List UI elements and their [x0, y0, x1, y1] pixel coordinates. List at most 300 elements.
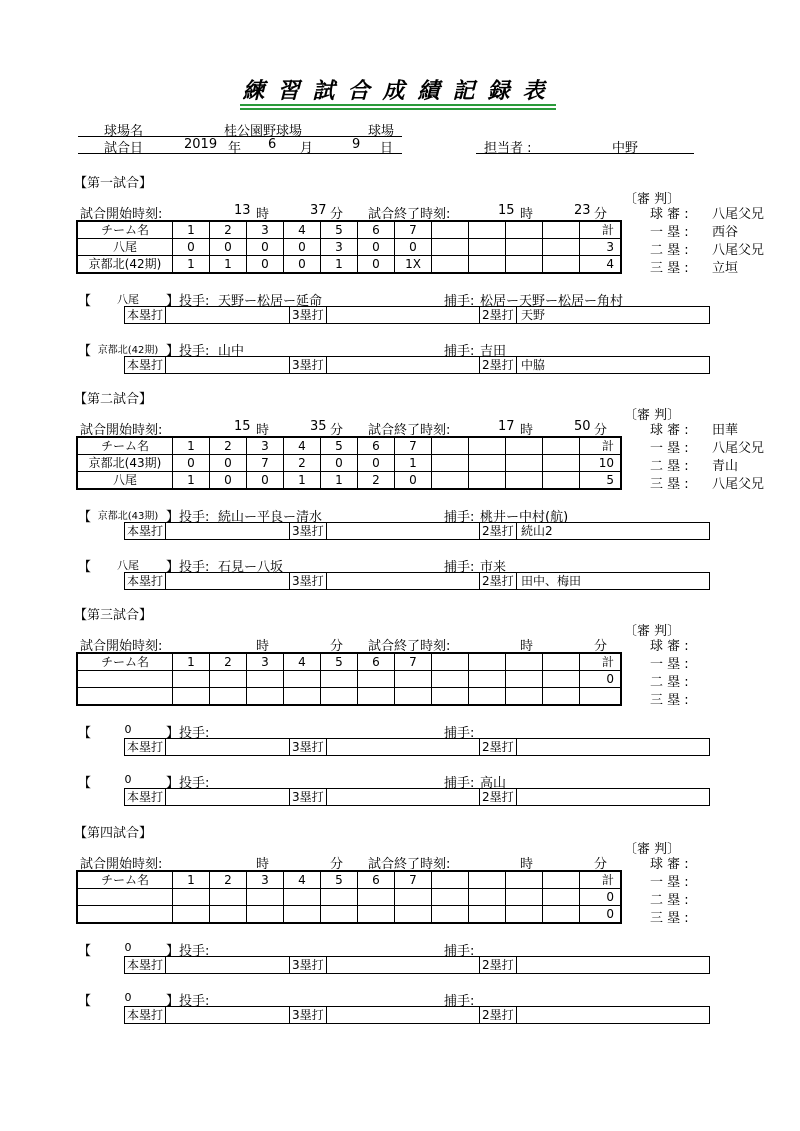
inning-header: 6 [358, 871, 395, 889]
score-table [76, 652, 622, 706]
blank-inning [543, 472, 580, 490]
batting-team-name: 0 [124, 723, 132, 736]
inning-header: 5 [321, 221, 358, 239]
blank-inning-header [543, 871, 580, 889]
hits-box [124, 522, 710, 540]
umpire-second-label: 二 塁 : [650, 243, 689, 258]
hits-box [124, 788, 710, 806]
triple-label: 3塁打 [289, 957, 327, 973]
inning-score: 0 [358, 455, 395, 472]
team-name: 八尾 [77, 239, 173, 256]
inning-header: 5 [321, 871, 358, 889]
batting-team-name: 八尾 [117, 559, 139, 572]
umpire-first-label: 一 塁 : [650, 225, 689, 240]
double-value: 天野 [521, 308, 546, 322]
pitcher-label: 】投手: [166, 560, 210, 575]
umpire-second-label: 二 塁 : [650, 893, 689, 908]
blank-inning-header [432, 871, 469, 889]
inning-score [173, 889, 210, 906]
bracket-open: 【 [78, 776, 92, 791]
umpire-second-label: 二 塁 : [650, 675, 689, 690]
manager-value: 中野 [612, 141, 639, 156]
table-row [77, 906, 621, 924]
inning-header: 4 [284, 653, 321, 671]
home-run-label: 本塁打 [125, 357, 166, 373]
end-minute: 23 [574, 203, 591, 218]
inning-header: 2 [210, 653, 247, 671]
batting-team-name: 京都北(42期) [97, 345, 159, 356]
pitcher-value: 石見ー八坂 [218, 560, 284, 575]
total-score: 0 [580, 906, 622, 924]
inning-score [358, 889, 395, 906]
team-name [77, 688, 173, 706]
total-header: 計 [580, 437, 622, 455]
total-score: 10 [580, 455, 622, 472]
catcher-label: 捕手: [444, 944, 475, 959]
inning-score: 0 [395, 239, 432, 256]
bracket-open: 【 [78, 294, 92, 309]
ballpark-value: 桂公園野球場 [224, 124, 303, 139]
page-title: 練習試合成績記録表 [242, 79, 558, 104]
inning-header: 5 [321, 653, 358, 671]
blank-inning [469, 472, 506, 490]
bracket-open: 【 [78, 726, 92, 741]
double-label: 2塁打 [479, 573, 517, 589]
catcher-value: 高山 [480, 776, 507, 791]
team-name [77, 906, 173, 924]
bracket-open: 【 [78, 510, 92, 525]
batting-team-name: 0 [124, 773, 132, 786]
blank-inning [469, 889, 506, 906]
table-row [77, 472, 621, 490]
total-score: 4 [580, 256, 622, 274]
date-month: 6 [268, 137, 277, 152]
inning-score: 0 [247, 256, 284, 274]
inning-score: 7 [247, 455, 284, 472]
inning-score: 2 [358, 472, 395, 490]
batting-team-name: 0 [124, 941, 132, 954]
umpire-second-label: 二 塁 : [650, 459, 689, 474]
team-name-header: チーム名 [77, 437, 173, 455]
double-label: 2塁打 [479, 307, 517, 323]
hits-box [124, 356, 710, 374]
end-hour: 17 [498, 419, 515, 434]
inning-score [321, 889, 358, 906]
triple-label: 3塁打 [289, 739, 327, 755]
team-name: 八尾 [77, 472, 173, 490]
double-label: 2塁打 [479, 357, 517, 373]
inning-score [395, 688, 432, 706]
umpire-third-value: 八尾父兄 [712, 477, 765, 492]
date-year-unit: 年 [228, 141, 242, 156]
start-minute-unit: 分 [330, 639, 344, 654]
double-label: 2塁打 [479, 789, 517, 805]
inning-header: 2 [210, 437, 247, 455]
double-value: 田中、梅田 [521, 574, 582, 588]
inning-score [358, 671, 395, 688]
start-hour-unit: 時 [256, 639, 270, 654]
end-time-label: 試合終了時刻: [368, 857, 451, 872]
blank-inning [506, 472, 543, 490]
pitcher-label: 】投手: [166, 294, 210, 309]
triple-label: 3塁打 [289, 789, 327, 805]
table-row [77, 688, 621, 706]
inning-score: 0 [173, 455, 210, 472]
bracket-open: 【 [78, 344, 92, 359]
catcher-label: 捕手: [444, 294, 475, 309]
inning-score: 1 [321, 256, 358, 274]
date-month-unit: 月 [300, 141, 314, 156]
inning-header: 7 [395, 871, 432, 889]
inning-header: 6 [358, 437, 395, 455]
blank-inning-header [432, 221, 469, 239]
inning-header: 1 [173, 871, 210, 889]
inning-header: 3 [247, 221, 284, 239]
umpire-plate-label: 球 審 : [650, 639, 689, 654]
catcher-label: 捕手: [444, 344, 475, 359]
blank-inning [506, 906, 543, 924]
inning-score [247, 906, 284, 924]
pitcher-label: 】投手: [166, 726, 210, 741]
double-label: 2塁打 [479, 523, 517, 539]
date-year: 2019 [184, 137, 218, 152]
umpire-plate-value: 田華 [712, 423, 739, 438]
inning-header: 6 [358, 653, 395, 671]
blank-inning [432, 688, 469, 706]
blank-inning [506, 671, 543, 688]
catcher-label: 捕手: [444, 994, 475, 1009]
end-time-label: 試合終了時刻: [368, 207, 451, 222]
blank-inning-header [469, 871, 506, 889]
inning-score: 1 [284, 472, 321, 490]
end-hour-unit: 時 [520, 207, 534, 222]
team-name: 京都北(43期) [77, 455, 173, 472]
catcher-value: 吉田 [480, 344, 507, 359]
inning-score: 1 [395, 455, 432, 472]
inning-score [284, 688, 321, 706]
home-run-label: 本塁打 [125, 307, 166, 323]
inning-score: 1 [173, 472, 210, 490]
total-score: 0 [580, 889, 622, 906]
table-row [77, 239, 621, 256]
team-name: 京都北(42期) [77, 256, 173, 274]
hits-box [124, 572, 710, 590]
blank-inning-header [469, 437, 506, 455]
blank-inning [506, 256, 543, 274]
blank-inning [432, 906, 469, 924]
hits-box [124, 306, 710, 324]
ballpark-suffix: 球場 [368, 124, 395, 139]
blank-inning [469, 688, 506, 706]
double-label: 2塁打 [479, 739, 517, 755]
total-header: 計 [580, 653, 622, 671]
start-hour-unit: 時 [256, 857, 270, 872]
umpire-third-label: 三 塁 : [650, 911, 689, 926]
inning-header: 4 [284, 221, 321, 239]
hits-box [124, 956, 710, 974]
inning-score [284, 906, 321, 924]
start-minute-unit: 分 [330, 207, 344, 222]
end-hour-unit: 時 [520, 857, 534, 872]
catcher-value: 市来 [480, 560, 507, 575]
ballpark-label: 球場名 [104, 124, 144, 139]
blank-inning-header [506, 871, 543, 889]
inning-score: 2 [284, 455, 321, 472]
inning-score [395, 671, 432, 688]
catcher-value: 桃井ー中村(航) [480, 510, 569, 525]
total-score: 0 [580, 671, 622, 688]
end-time-label: 試合終了時刻: [368, 639, 451, 654]
inning-score: 0 [210, 239, 247, 256]
umpires-label: 〔審 判〕 [624, 842, 681, 857]
blank-inning-header [506, 437, 543, 455]
inning-header: 5 [321, 437, 358, 455]
inning-score [210, 906, 247, 924]
end-hour-unit: 時 [520, 639, 534, 654]
blank-inning [469, 455, 506, 472]
inning-score: 0 [210, 455, 247, 472]
pitcher-label: 】投手: [166, 776, 210, 791]
umpire-second-value: 八尾父兄 [712, 243, 765, 258]
date-day: 9 [352, 137, 361, 152]
inning-header: 2 [210, 871, 247, 889]
blank-inning [506, 889, 543, 906]
inning-score [173, 671, 210, 688]
inning-score [210, 671, 247, 688]
inning-score: 0 [210, 472, 247, 490]
inning-score [210, 889, 247, 906]
blank-inning-header [432, 653, 469, 671]
umpire-first-label: 一 塁 : [650, 875, 689, 890]
blank-inning [469, 906, 506, 924]
inning-header: 7 [395, 653, 432, 671]
triple-label: 3塁打 [289, 307, 327, 323]
blank-inning-header [432, 437, 469, 455]
table-row [77, 455, 621, 472]
inning-score: 1 [210, 256, 247, 274]
manager-label: 担当者 : [484, 141, 532, 156]
inning-score [358, 688, 395, 706]
home-run-label: 本塁打 [125, 957, 166, 973]
inning-score: 1 [173, 256, 210, 274]
umpire-plate-label: 球 審 : [650, 423, 689, 438]
team-name [77, 889, 173, 906]
umpire-plate-label: 球 審 : [650, 857, 689, 872]
start-hour: 13 [234, 203, 251, 218]
umpire-third-value: 立垣 [712, 261, 739, 276]
pitcher-value: 天野ー松居ー延命 [218, 294, 323, 309]
triple-label: 3塁打 [289, 523, 327, 539]
blank-inning [469, 239, 506, 256]
inning-score [321, 688, 358, 706]
umpire-third-label: 三 塁 : [650, 261, 689, 276]
inning-score [247, 671, 284, 688]
blank-inning [432, 455, 469, 472]
inning-score [321, 906, 358, 924]
umpire-third-label: 三 塁 : [650, 693, 689, 708]
total-header: 計 [580, 871, 622, 889]
date-label: 試合日 [104, 141, 144, 156]
start-hour-unit: 時 [256, 207, 270, 222]
end-time-label: 試合終了時刻: [368, 423, 451, 438]
team-name [77, 671, 173, 688]
inning-score: 0 [247, 472, 284, 490]
inning-score: 0 [284, 256, 321, 274]
blank-inning [506, 455, 543, 472]
inning-score [358, 906, 395, 924]
umpires-label: 〔審 判〕 [624, 408, 681, 423]
pitcher-value: 続山ー平良ー清水 [218, 510, 323, 525]
inning-header: 1 [173, 437, 210, 455]
blank-inning [432, 239, 469, 256]
catcher-label: 捕手: [444, 726, 475, 741]
triple-label: 3塁打 [289, 1007, 327, 1023]
pitcher-label: 】投手: [166, 994, 210, 1009]
inning-header: 4 [284, 871, 321, 889]
end-minute-unit: 分 [594, 207, 608, 222]
score-table [76, 870, 622, 924]
inning-score: 1 [321, 472, 358, 490]
start-time-label: 試合開始時刻: [80, 423, 163, 438]
hits-box [124, 1006, 710, 1024]
start-hour: 15 [234, 419, 251, 434]
pitcher-label: 】投手: [166, 944, 210, 959]
total-score: 5 [580, 472, 622, 490]
end-minute-unit: 分 [594, 423, 608, 438]
bracket-open: 【 [78, 944, 92, 959]
start-time-label: 試合開始時刻: [80, 207, 163, 222]
inning-score [395, 906, 432, 924]
blank-inning-header [469, 653, 506, 671]
blank-inning [543, 239, 580, 256]
total-header: 計 [580, 221, 622, 239]
blank-inning [543, 455, 580, 472]
start-hour-unit: 時 [256, 423, 270, 438]
inning-score [210, 688, 247, 706]
start-time-label: 試合開始時刻: [80, 857, 163, 872]
start-minute-unit: 分 [330, 857, 344, 872]
blank-inning [432, 889, 469, 906]
inning-score [247, 688, 284, 706]
hits-box [124, 738, 710, 756]
catcher-label: 捕手: [444, 560, 475, 575]
blank-inning-header [506, 653, 543, 671]
blank-inning [543, 906, 580, 924]
home-run-label: 本塁打 [125, 789, 166, 805]
game-heading: 【第一試合】 [74, 176, 153, 191]
inning-header: 6 [358, 221, 395, 239]
end-minute: 50 [574, 419, 591, 434]
umpire-plate-value: 八尾父兄 [712, 207, 765, 222]
blank-inning [469, 256, 506, 274]
inning-score: 0 [173, 239, 210, 256]
blank-inning-header [543, 437, 580, 455]
title-underline [240, 108, 556, 110]
inning-score [173, 906, 210, 924]
inning-header: 2 [210, 221, 247, 239]
pitcher-value: 山中 [218, 344, 245, 359]
blank-inning-header [506, 221, 543, 239]
home-run-label: 本塁打 [125, 523, 166, 539]
team-name-header: チーム名 [77, 653, 173, 671]
end-minute-unit: 分 [594, 639, 608, 654]
batting-team-name: 京都北(43期) [97, 511, 159, 522]
end-hour-unit: 時 [520, 423, 534, 438]
table-row [77, 671, 621, 688]
blank-inning [432, 472, 469, 490]
start-minute: 37 [310, 203, 327, 218]
inning-header: 1 [173, 653, 210, 671]
blank-inning [432, 671, 469, 688]
inning-score [173, 688, 210, 706]
blank-inning [543, 256, 580, 274]
umpires-label: 〔審 判〕 [624, 192, 681, 207]
inning-score: 0 [358, 256, 395, 274]
start-time-label: 試合開始時刻: [80, 639, 163, 654]
total-score: 3 [580, 239, 622, 256]
bracket-open: 【 [78, 994, 92, 1009]
inning-header: 3 [247, 437, 284, 455]
double-value: 中脇 [521, 358, 546, 372]
start-minute-unit: 分 [330, 423, 344, 438]
umpires-label: 〔審 判〕 [624, 624, 681, 639]
umpire-first-label: 一 塁 : [650, 657, 689, 672]
inning-header: 7 [395, 437, 432, 455]
inning-score [321, 671, 358, 688]
inning-score: 0 [284, 239, 321, 256]
home-run-label: 本塁打 [125, 739, 166, 755]
umpire-second-value: 青山 [712, 459, 739, 474]
inning-score [247, 889, 284, 906]
inning-header: 1 [173, 221, 210, 239]
inning-score: 0 [395, 472, 432, 490]
inning-score: 3 [321, 239, 358, 256]
inning-header: 7 [395, 221, 432, 239]
blank-inning [543, 889, 580, 906]
blank-inning-header [543, 221, 580, 239]
catcher-value: 松居ー天野ー松居ー角村 [480, 294, 624, 309]
blank-inning [543, 671, 580, 688]
end-hour: 15 [498, 203, 515, 218]
total-score [580, 688, 622, 706]
score-table [76, 436, 622, 490]
inning-score: 0 [247, 239, 284, 256]
home-run-label: 本塁打 [125, 573, 166, 589]
game-heading: 【第四試合】 [74, 826, 153, 841]
umpire-third-label: 三 塁 : [650, 477, 689, 492]
inning-score: 0 [321, 455, 358, 472]
pitcher-label: 】投手: [166, 344, 210, 359]
blank-inning [543, 688, 580, 706]
umpire-plate-label: 球 審 : [650, 207, 689, 222]
inning-score [284, 889, 321, 906]
inning-score [395, 889, 432, 906]
catcher-label: 捕手: [444, 510, 475, 525]
blank-inning [506, 239, 543, 256]
date-day-unit: 日 [380, 141, 394, 156]
inning-score: 0 [358, 239, 395, 256]
home-run-label: 本塁打 [125, 1007, 166, 1023]
inning-header: 3 [247, 653, 284, 671]
pitcher-label: 】投手: [166, 510, 210, 525]
inning-header: 3 [247, 871, 284, 889]
blank-inning [432, 256, 469, 274]
inning-score: 1X [395, 256, 432, 274]
umpire-first-value: 八尾父兄 [712, 441, 765, 456]
end-minute-unit: 分 [594, 857, 608, 872]
double-label: 2塁打 [479, 957, 517, 973]
table-row [77, 256, 621, 274]
